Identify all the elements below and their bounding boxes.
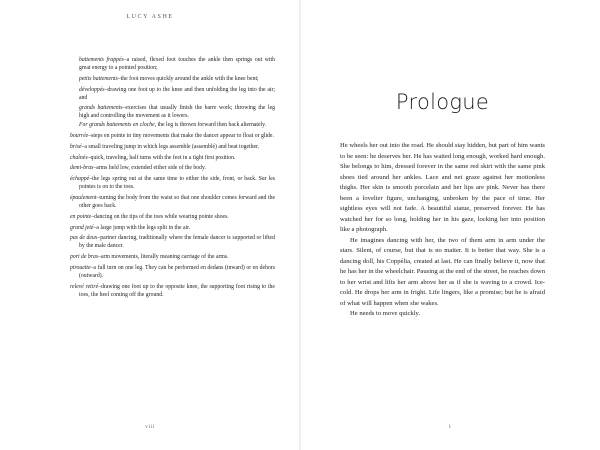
- glossary-entry: [70, 75, 275, 83]
- glossary: [70, 56, 275, 302]
- glossary-term: pirouette: [70, 264, 91, 271]
- glossary-definition: –drawing one foot up to the knee and then unfolding the leg into the air; and: [79, 86, 275, 101]
- glossary-definition: –steps en pointe in tiny movements that make the dancer appear to float or glide.: [88, 132, 274, 139]
- glossary-entry: [70, 86, 275, 102]
- glossary-definition: –a full turn on one leg. They can be performed en dedans (inward) or en dehors (outward).: [79, 264, 275, 279]
- glossary-term: For grands battements en cloche: [79, 122, 155, 129]
- paragraph: He needs to move quickly.: [350, 310, 421, 317]
- glossary-entry: [70, 104, 275, 120]
- glossary-term: demi-bras: [70, 165, 94, 172]
- glossary-term: bourrée: [70, 132, 89, 139]
- glossary-entry: [70, 164, 275, 172]
- glossary-definition: –a large jump with the legs split in the air.: [93, 224, 191, 231]
- running-head: LUCY ASHE: [126, 14, 174, 20]
- glossary-term: port de bras: [70, 254, 99, 261]
- glossary-term: développés: [79, 86, 105, 93]
- glossary-term: grand jeté: [70, 224, 94, 231]
- glossary-entry: [70, 132, 275, 140]
- glossary-definition: –dancing on the tips of the toes while wearing pointe shoes.: [91, 213, 229, 220]
- glossary-definition: –drawing one foot up to the opposite knee, the supporting foot rising to the toes, the heel coming off the ground.: [79, 283, 275, 298]
- glossary-entry: [70, 154, 275, 162]
- glossary-term: petits battements: [79, 75, 118, 82]
- page-number-right: 1: [448, 424, 452, 430]
- glossary-entry: [70, 175, 275, 191]
- glossary-entry: [70, 194, 275, 210]
- prologue-text: [340, 141, 545, 320]
- glossary-definition: –turning the body from the waist so that one shoulder comes forward and the other goes back.: [79, 194, 275, 209]
- glossary-definition: –arms held low, extended either side of the body.: [93, 165, 206, 172]
- glossary-definition: –partner dancing, traditionally where the female dancer is supported or lifted by the male dancer.: [79, 235, 275, 250]
- glossary-term: en pointe: [70, 213, 92, 220]
- glossary-entry: [70, 283, 275, 299]
- paragraph: He imagines dancing with her, the two of them arm in arm under the stars. Silent, of course, but that is no matter. It is better that way. She is a dancing doll, his Coppélia, created at last. He can finally believe it, now that he has her in the wheelchair. Pausing at the end of the street, he reaches down to her wrist and lifts her arm above her as if she is waving to a crowd. Ice-cold. He drops her arm in fright. Life lingers, like a promise; but he is afraid of what will happen when she wakes.: [340, 236, 545, 307]
- glossary-term: pas de deux: [70, 235, 98, 242]
- glossary-term: échappé: [70, 176, 90, 183]
- glossary-definition: –the legs spring out at the same time to either the side, front, or back. Sur les pointes is on to the toes.: [79, 176, 275, 191]
- glossary-entry: [70, 143, 275, 151]
- glossary-term: chaînés: [70, 154, 88, 161]
- glossary-definition: –a raised, flexed foot touches the ankle then springs out with great energy to a pointed position;: [79, 57, 275, 71]
- glossary-entry: [70, 121, 275, 129]
- glossary-term: brisé: [70, 143, 82, 150]
- glossary-definition: –the foot moves quickly around the ankle with the knee bent;: [117, 75, 259, 82]
- glossary-term: grands battements: [79, 105, 123, 112]
- page-number-left: viii: [145, 424, 155, 430]
- glossary-entry: [70, 224, 275, 232]
- glossary-definition: –a small traveling jump in which legs assemble (assemblé) and beat together.: [81, 143, 260, 150]
- glossary-term: relevé retiré: [70, 283, 99, 290]
- right-page: [300, 0, 600, 450]
- glossary-definition: –exercises that usually finish the barre work; throwing the leg high and controlling the movement as it lowers.: [79, 105, 275, 120]
- glossary-definition: –quick, traveling, half turns with the feet in a tight first position.: [87, 154, 236, 161]
- chapter-title: Prologue: [395, 90, 490, 114]
- glossary-term: épaulement: [70, 194, 97, 201]
- paragraph: He wheels her out into the road. He should stay hidden, but part of him wants to be seen: he deserves her. He has waited long enough, worked hard enough. She belongs to him, dressed forever in the same red skirt with the same pink shoes tied around her ankles. Lace and net graze against her motionless thighs. Her skin is smooth porcelain and her lips are pink. Never has there been a lovelier figure, unchanging, unbroken by the pace of time. Her sightless eyes will not fade. A beautiful statue, preserved forever. He has watched her for so long, holding her in his gaze, locking her into position like a photograph.: [340, 142, 545, 233]
- glossary-entry: [70, 264, 275, 280]
- glossary-term: battements frappés: [79, 57, 124, 63]
- glossary-entry: [70, 253, 275, 261]
- glossary-entry: [70, 234, 275, 250]
- glossary-entry: [70, 213, 275, 221]
- glossary-definition: –arm movements, literally meaning carriage of the arms.: [98, 254, 229, 261]
- glossary-definition: , the leg is thrown forward then back alternately.: [154, 122, 267, 129]
- glossary-entry: [70, 56, 275, 72]
